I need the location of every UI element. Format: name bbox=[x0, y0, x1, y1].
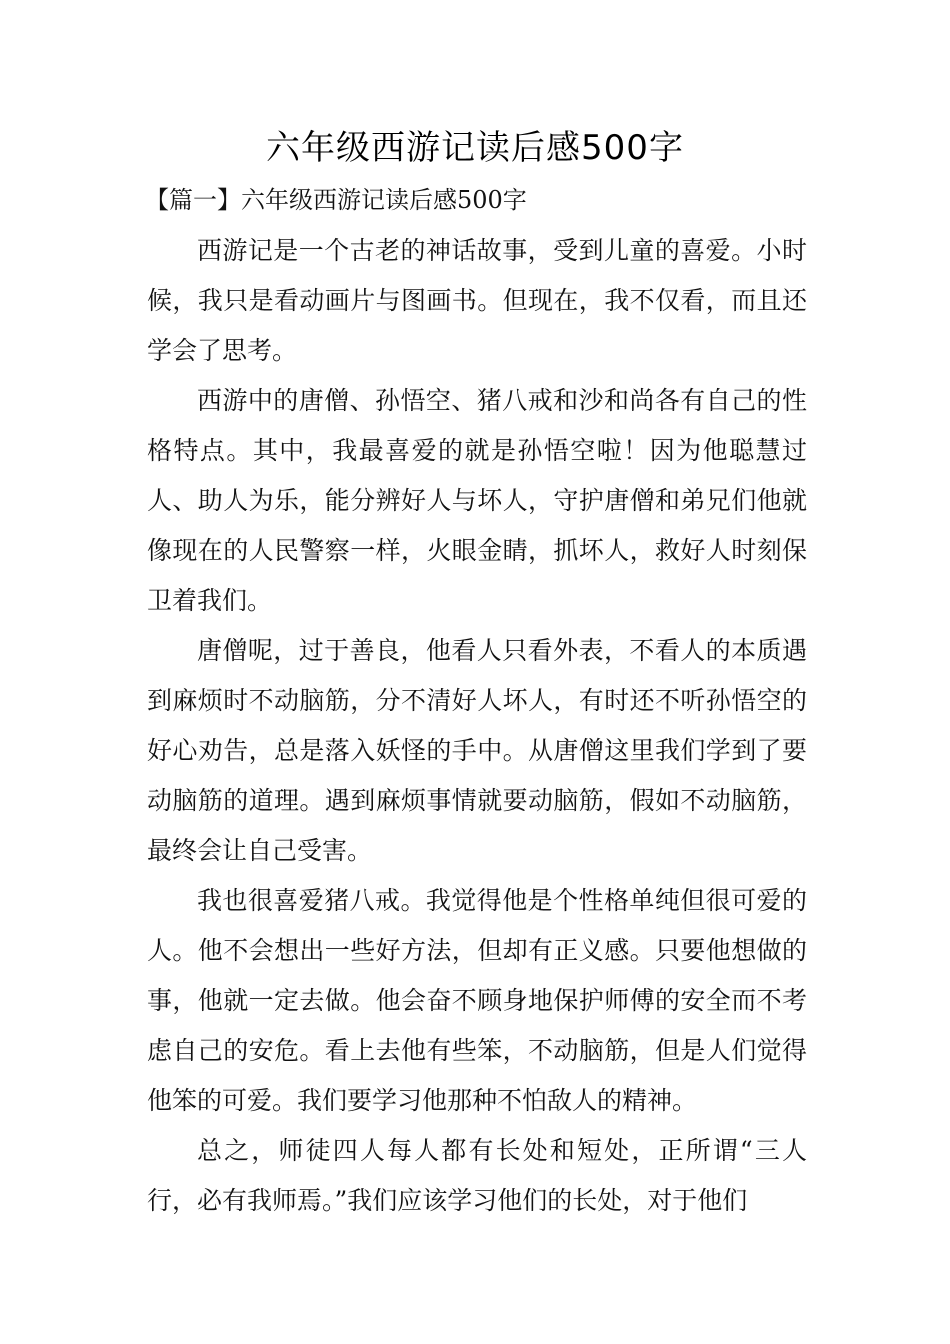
paragraph-4: 我也很喜爱猪八戒。我觉得他是个性格单纯但很可爱的人。他不会想出一些好方法，但却有正义感。只要他想做的事，他就一定去做。他会奋不顾身地保护师傅的安全而不考虑自己的安危。看上去他有些笨，不动脑筋，但是人们觉得他笨的可爱。我们要学习他那种不怕敌人的精神。 bbox=[147, 886, 807, 1115]
paragraph-1: 西游记是一个古老的神话故事，受到儿童的喜爱。小时候，我只是看动画片与图画书。但现在，我不仅看，而且还学会了思考。 bbox=[147, 236, 807, 365]
section-heading: 【篇一】六年级西游记读后感500字 bbox=[145, 186, 527, 214]
paragraph-2: 西游中的唐僧、孙悟空、猪八戒和沙和尚各有自己的性格特点。其中，我最喜爱的就是孙悟空啦！因为他聪慧过人、助人为乐，能分辨好人与坏人，守护唐僧和弟兄们他就像现在的人民警察一样，火眼金睛，抓坏人，救好人时刻保卫着我们。 bbox=[147, 386, 807, 615]
paragraph-5: 总之，师徒四人每人都有长处和短处，正所谓“三人行，必有我师焉。”我们应该学习他们的长处，对于他们 bbox=[147, 1136, 807, 1215]
paragraph-3: 唐僧呢，过于善良，他看人只看外表，不看人的本质遇到麻烦时不动脑筋，分不清好人坏人，有时还不听孙悟空的好心劝告，总是落入妖怪的手中。从唐僧这里我们学到了要动脑筋的道理。遇到麻烦事情就要动脑筋，假如不动脑筋，最终会让自己受害。 bbox=[147, 636, 807, 865]
page-title: 六年级西游记读后感500字 bbox=[266, 128, 684, 168]
essay-body bbox=[147, 226, 807, 1226]
